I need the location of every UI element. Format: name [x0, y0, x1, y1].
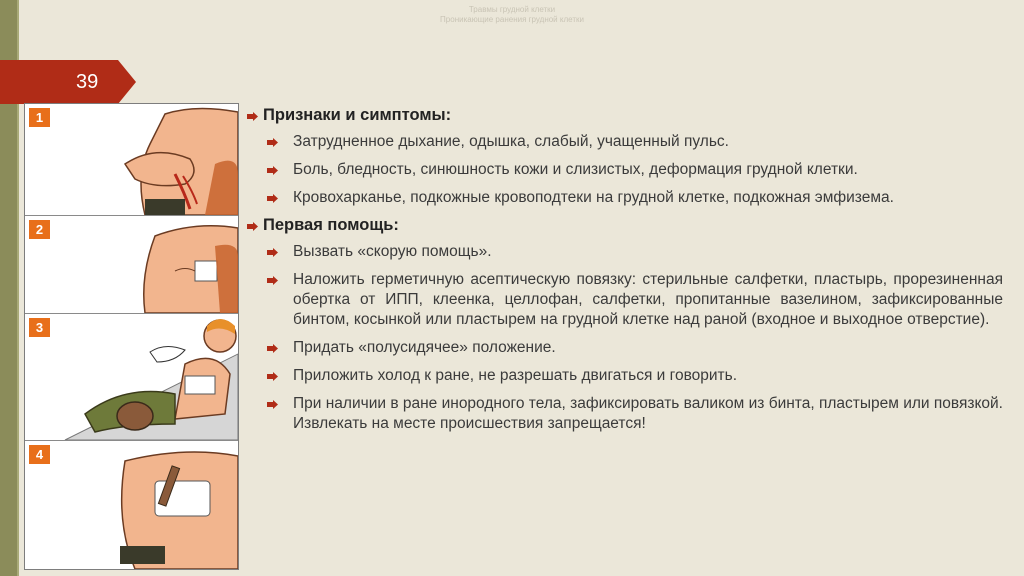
- illustration-panel-2: [25, 216, 238, 314]
- slide-number: 39: [76, 71, 99, 93]
- arrow-bullet-icon: [267, 344, 278, 353]
- chest-wound-illustration-icon: [25, 104, 238, 215]
- list-item: Наложить герметичную асептическую повязку: стерильные салфетки, пластырь, прорезиненная обертка от ИПП, клеенка, целлофан, салфетки, пропитанные вазелином, зафиксированные бинтом, косынкой или пластырем на грудной клетке над раной (входное и выходное отверстие).: [243, 270, 1003, 330]
- foreign-object-illustration-icon: [25, 441, 238, 569]
- panel-number-3: 3: [29, 318, 50, 337]
- panel-number-4: 4: [29, 445, 50, 464]
- illustration-panel-3: [25, 314, 238, 441]
- arrow-bullet-icon: [267, 194, 278, 203]
- illustration-panels: [24, 103, 239, 570]
- list-item: Затрудненное дыхание, одышка, слабый, учащенный пульс.: [243, 132, 1003, 152]
- section-heading-first-aid: Первая помощь:: [243, 216, 1003, 235]
- arrow-bullet-icon: [267, 248, 278, 257]
- slide-number-badge: [0, 60, 118, 104]
- list-item: Боль, бледность, синюшность кожи и слизистых, деформация грудной клетки.: [243, 160, 1003, 180]
- arrow-bullet-icon: [267, 138, 278, 147]
- half-sitting-victim-illustration-icon: [25, 314, 238, 440]
- arrow-bullet-icon: [267, 276, 278, 285]
- list-item: Кровохарканье, подкожные кровоподтеки на грудной клетке, подкожная эмфизема.: [243, 188, 1003, 208]
- arrow-bullet-icon: [247, 112, 258, 121]
- panel-number-1: 1: [29, 108, 50, 127]
- panel-number-2: 2: [29, 220, 50, 239]
- bandaged-chest-illustration-icon: [25, 216, 238, 313]
- arrow-bullet-icon: [247, 222, 258, 231]
- list-item: Вызвать «скорую помощь».: [243, 242, 1003, 262]
- list-item: Придать «полусидячее» положение.: [243, 338, 1003, 358]
- arrow-bullet-icon: [267, 400, 278, 409]
- list-item: Приложить холод к ране, не разрешать двигаться и говорить.: [243, 366, 1003, 386]
- arrow-bullet-icon: [267, 166, 278, 175]
- illustration-panel-4: [25, 441, 238, 569]
- arrow-bullet-icon: [267, 372, 278, 381]
- section-heading-symptoms: Признаки и симптомы:: [243, 106, 1003, 125]
- header-line-1: Травмы грудной клетки: [468, 5, 556, 14]
- illustration-panel-1: [25, 104, 238, 216]
- slide-content: [243, 106, 1003, 442]
- slide-header: [0, 5, 1024, 25]
- header-line-2: Проникающие ранения грудной клетки: [440, 15, 584, 24]
- list-item: При наличии в ране инородного тела, зафиксировать валиком из бинта, пластырем или повязкой. Извлекать на месте происшествия запрещается!: [243, 394, 1003, 434]
